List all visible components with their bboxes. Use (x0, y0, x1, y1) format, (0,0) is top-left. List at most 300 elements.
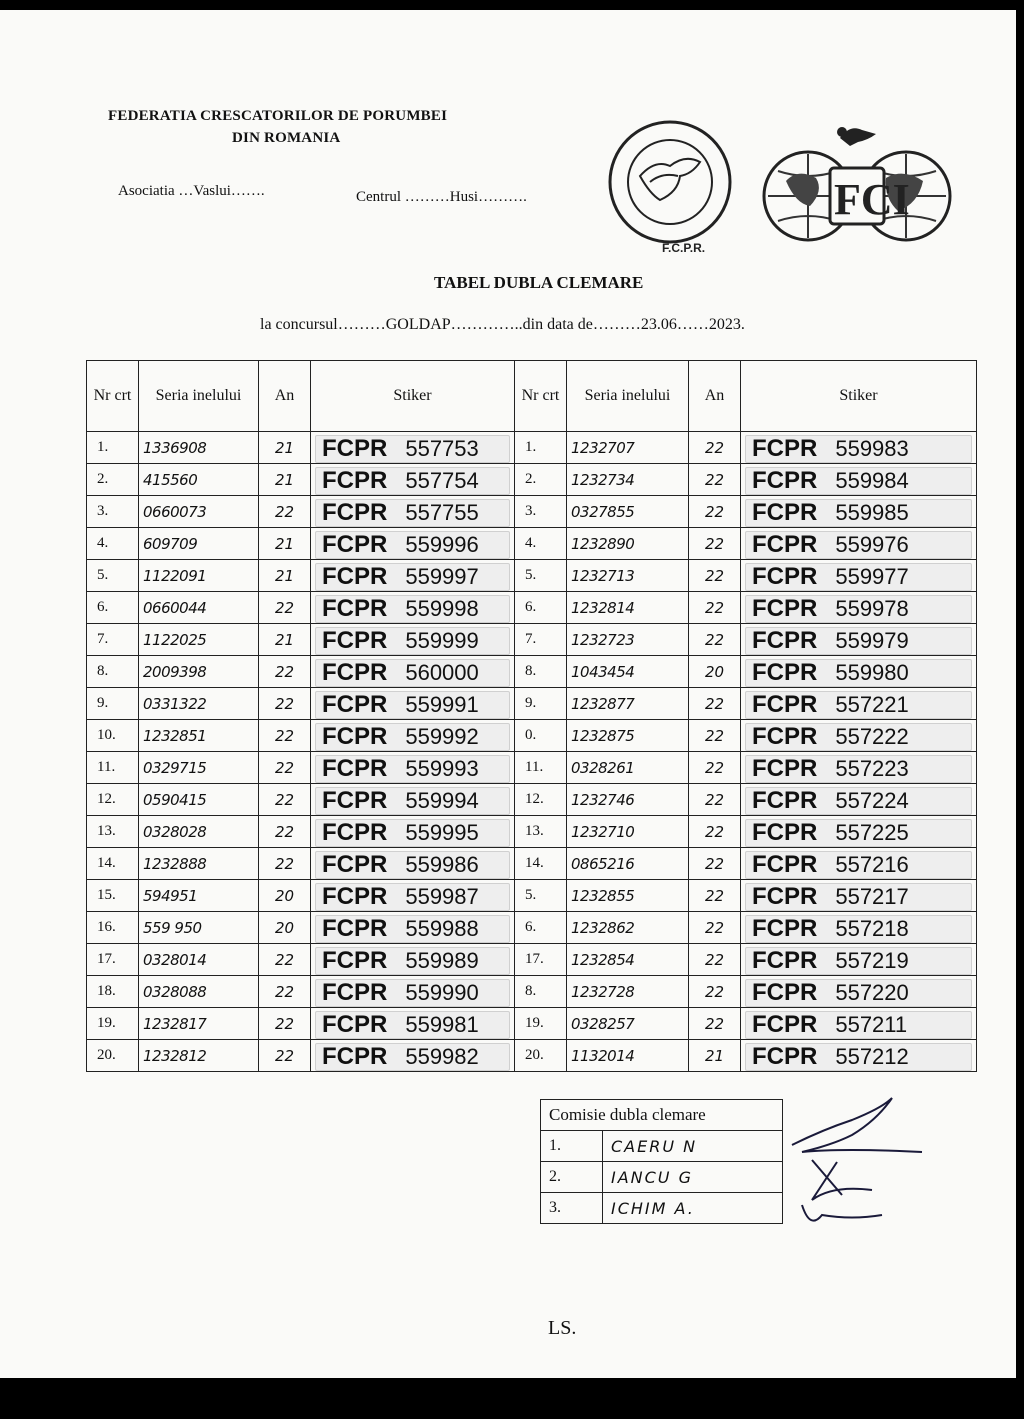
row-seria-left: 0590415 (139, 784, 259, 816)
table-row (87, 624, 977, 656)
table-row (87, 688, 977, 720)
row-an-left: 20 (259, 912, 311, 944)
row-nr-left: 7. (87, 624, 139, 656)
sticker-label (315, 819, 510, 847)
row-seria-right: 1232713 (567, 560, 689, 592)
row-sticker-cell-left (311, 560, 515, 592)
row-an-left: 22 (259, 976, 311, 1008)
header-an-right: An (689, 361, 741, 432)
asociatia-value: …Vaslui……. (178, 183, 265, 199)
sticker-label (745, 787, 972, 815)
sticker-prefix: FCPR (752, 1010, 818, 1038)
row-sticker-cell-left (311, 624, 515, 656)
row-nr-left: 19. (87, 1008, 139, 1040)
table-row (87, 880, 977, 912)
row-an-left: 22 (259, 848, 311, 880)
sticker-number: 557225 (835, 819, 909, 845)
sticker-prefix: FCPR (752, 946, 818, 974)
row-nr-left: 15. (87, 880, 139, 912)
sticker-label (315, 883, 510, 911)
sticker-label (315, 659, 510, 687)
row-an-right: 22 (689, 816, 741, 848)
table-row (87, 816, 977, 848)
row-sticker-cell-left (311, 976, 515, 1008)
commission-nr: 3. (541, 1193, 603, 1224)
commission-table (540, 1099, 783, 1224)
header-seria-left: Seria inelului (139, 361, 259, 432)
sticker-prefix: FCPR (752, 434, 818, 462)
row-sticker-cell-right (741, 624, 977, 656)
row-seria-right: 1232890 (567, 528, 689, 560)
commission-row (541, 1131, 783, 1162)
table-row (87, 1008, 977, 1040)
row-sticker-cell-right (741, 464, 977, 496)
header-nr-right: Nr crt (515, 361, 567, 432)
sticker-prefix: FCPR (752, 658, 818, 686)
sticker-label (315, 723, 510, 751)
sticker-prefix: FCPR (752, 530, 818, 558)
sticker-label (315, 787, 510, 815)
table-row (87, 944, 977, 976)
header-stiker-left: Stiker (311, 361, 515, 432)
row-nr-right: 8. (515, 976, 567, 1008)
row-seria-left: 1122091 (139, 560, 259, 592)
federation-name-line2: DIN ROMANIA (232, 130, 341, 146)
sticker-number: 559984 (835, 467, 909, 493)
sticker-prefix: FCPR (752, 914, 818, 942)
row-sticker-cell-right (741, 816, 977, 848)
row-an-left: 22 (259, 944, 311, 976)
row-an-left: 22 (259, 656, 311, 688)
sticker-label (315, 467, 510, 495)
row-sticker-cell-right (741, 752, 977, 784)
row-an-right: 22 (689, 432, 741, 464)
row-nr-right: 11. (515, 752, 567, 784)
sticker-label (315, 755, 510, 783)
row-sticker-cell-left (311, 784, 515, 816)
sticker-number: 559996 (405, 531, 479, 557)
sticker-label (745, 691, 972, 719)
row-seria-right: 0327855 (567, 496, 689, 528)
sticker-prefix: FCPR (322, 434, 388, 462)
row-nr-left: 3. (87, 496, 139, 528)
row-seria-right: 1232854 (567, 944, 689, 976)
sticker-prefix: FCPR (752, 850, 818, 878)
fcpr-stamp-icon (600, 114, 750, 259)
row-seria-left: 0329715 (139, 752, 259, 784)
row-sticker-cell-left (311, 1040, 515, 1072)
row-sticker-cell-left (311, 752, 515, 784)
row-nr-left: 12. (87, 784, 139, 816)
sticker-number: 559987 (405, 883, 479, 909)
row-nr-right: 3. (515, 496, 567, 528)
row-sticker-cell-left (311, 1008, 515, 1040)
sticker-label (745, 435, 972, 463)
sticker-number: 559999 (405, 627, 479, 653)
row-an-right: 22 (689, 976, 741, 1008)
row-nr-left: 10. (87, 720, 139, 752)
sticker-number: 557223 (835, 755, 909, 781)
row-nr-left: 17. (87, 944, 139, 976)
sticker-number: 557217 (835, 883, 909, 909)
sticker-label (315, 499, 510, 527)
row-seria-right: 1232814 (567, 592, 689, 624)
row-sticker-cell-right (741, 496, 977, 528)
row-seria-left: 559 950 (139, 912, 259, 944)
row-sticker-cell-left (311, 912, 515, 944)
sticker-label (315, 435, 510, 463)
sticker-prefix: FCPR (322, 722, 388, 750)
row-an-right: 22 (689, 1008, 741, 1040)
row-seria-right: 1232877 (567, 688, 689, 720)
sticker-prefix: FCPR (322, 1042, 388, 1070)
commission-title-row (541, 1100, 783, 1131)
row-seria-right: 0328261 (567, 752, 689, 784)
asociatia-field (118, 183, 265, 200)
contest-line: la concursul………GOLDAP…………..din data de………23.06……2023. (260, 316, 745, 333)
sticker-number: 559979 (835, 627, 909, 653)
sticker-label (745, 819, 972, 847)
sticker-label (315, 1011, 510, 1039)
row-nr-left: 20. (87, 1040, 139, 1072)
sticker-prefix: FCPR (752, 626, 818, 654)
sticker-number: 559983 (835, 435, 909, 461)
sticker-number: 559998 (405, 595, 479, 621)
row-seria-left: 0660044 (139, 592, 259, 624)
header-seria-right: Seria inelului (567, 361, 689, 432)
row-sticker-cell-left (311, 880, 515, 912)
stamp-abbrev: F.C.P.R. (662, 241, 706, 255)
sticker-prefix: FCPR (322, 690, 388, 718)
row-sticker-cell-left (311, 432, 515, 464)
ls-stamp-mark: LS. (548, 1317, 577, 1339)
sticker-number: 557219 (835, 947, 909, 973)
sticker-number: 557224 (835, 787, 909, 813)
table-row (87, 848, 977, 880)
sticker-prefix: FCPR (752, 754, 818, 782)
sticker-label (745, 1043, 972, 1071)
row-nr-right: 6. (515, 912, 567, 944)
sticker-label (745, 499, 972, 527)
row-an-right: 22 (689, 880, 741, 912)
sticker-number: 559976 (835, 531, 909, 557)
row-nr-left: 4. (87, 528, 139, 560)
row-sticker-cell-right (741, 432, 977, 464)
sticker-label (745, 1011, 972, 1039)
row-an-right: 22 (689, 784, 741, 816)
sticker-label (745, 947, 972, 975)
row-seria-left: 0660073 (139, 496, 259, 528)
row-sticker-cell-left (311, 592, 515, 624)
sticker-prefix: FCPR (322, 818, 388, 846)
centrul-value: ………Husi………. (404, 189, 527, 205)
row-seria-left: 415560 (139, 464, 259, 496)
row-an-right: 20 (689, 656, 741, 688)
row-nr-left: 11. (87, 752, 139, 784)
sticker-prefix: FCPR (752, 1042, 818, 1070)
fci-logo-text: FCI (834, 175, 910, 224)
sticker-prefix: FCPR (752, 786, 818, 814)
row-seria-left: 1232812 (139, 1040, 259, 1072)
commission-row (541, 1193, 783, 1224)
row-seria-left: 594951 (139, 880, 259, 912)
sticker-number: 560000 (405, 659, 479, 685)
row-an-left: 22 (259, 496, 311, 528)
row-seria-left: 1232817 (139, 1008, 259, 1040)
signatures-scribble-icon (782, 1090, 932, 1235)
row-seria-right: 1232875 (567, 720, 689, 752)
fci-logo-icon (758, 106, 958, 251)
row-an-right: 22 (689, 848, 741, 880)
row-nr-left: 18. (87, 976, 139, 1008)
sticker-label (745, 659, 972, 687)
sticker-number: 559977 (835, 563, 909, 589)
sticker-number: 559991 (405, 691, 479, 717)
sticker-prefix: FCPR (752, 722, 818, 750)
sticker-number: 559989 (405, 947, 479, 973)
commission-title: Comisie dubla clemare (541, 1100, 783, 1131)
row-an-left: 22 (259, 688, 311, 720)
sticker-label (315, 627, 510, 655)
sticker-prefix: FCPR (322, 594, 388, 622)
sticker-number: 559994 (405, 787, 479, 813)
commission-nr: 2. (541, 1162, 603, 1193)
row-nr-right: 12. (515, 784, 567, 816)
sticker-number: 559986 (405, 851, 479, 877)
sticker-prefix: FCPR (322, 850, 388, 878)
sticker-label (315, 595, 510, 623)
row-sticker-cell-right (741, 656, 977, 688)
table-row (87, 528, 977, 560)
sticker-label (315, 531, 510, 559)
sticker-number: 557221 (835, 691, 909, 717)
sticker-label (745, 755, 972, 783)
row-sticker-cell-right (741, 944, 977, 976)
row-an-right: 22 (689, 752, 741, 784)
row-seria-right: 1132014 (567, 1040, 689, 1072)
sticker-number: 559990 (405, 979, 479, 1005)
table-row (87, 752, 977, 784)
commission-member-name: ICHIM A. (603, 1193, 783, 1224)
row-an-right: 21 (689, 1040, 741, 1072)
sticker-label (745, 531, 972, 559)
row-sticker-cell-right (741, 688, 977, 720)
asociatia-label: Asociatia (118, 183, 175, 199)
row-seria-left: 0328088 (139, 976, 259, 1008)
row-sticker-cell-right (741, 1040, 977, 1072)
row-nr-left: 2. (87, 464, 139, 496)
table-row (87, 592, 977, 624)
row-nr-left: 9. (87, 688, 139, 720)
row-sticker-cell-right (741, 784, 977, 816)
sticker-number: 559993 (405, 755, 479, 781)
header-stiker-right: Stiker (741, 361, 977, 432)
row-seria-left: 1122025 (139, 624, 259, 656)
row-nr-right: 20. (515, 1040, 567, 1072)
row-seria-right: 1232746 (567, 784, 689, 816)
sticker-prefix: FCPR (322, 754, 388, 782)
commission-member-name: CAERU N (603, 1131, 783, 1162)
row-an-right: 22 (689, 560, 741, 592)
row-an-left: 21 (259, 560, 311, 592)
sticker-prefix: FCPR (322, 562, 388, 590)
sticker-number: 557753 (405, 435, 479, 461)
sticker-label (745, 915, 972, 943)
row-seria-left: 0328014 (139, 944, 259, 976)
row-sticker-cell-right (741, 880, 977, 912)
document-page (0, 10, 1016, 1378)
row-seria-right: 1232728 (567, 976, 689, 1008)
sticker-prefix: FCPR (752, 594, 818, 622)
row-seria-left: 1232888 (139, 848, 259, 880)
sticker-prefix: FCPR (752, 498, 818, 526)
row-nr-right: 6. (515, 592, 567, 624)
row-seria-right: 1232734 (567, 464, 689, 496)
row-seria-left: 0331322 (139, 688, 259, 720)
sticker-number: 557755 (405, 499, 479, 525)
sticker-prefix: FCPR (322, 786, 388, 814)
row-sticker-cell-left (311, 464, 515, 496)
sticker-prefix: FCPR (752, 466, 818, 494)
sticker-label (315, 1043, 510, 1071)
row-an-left: 22 (259, 1008, 311, 1040)
row-sticker-cell-left (311, 656, 515, 688)
sticker-label (745, 979, 972, 1007)
row-an-right: 22 (689, 464, 741, 496)
sticker-number: 559988 (405, 915, 479, 941)
table-row (87, 912, 977, 944)
sticker-prefix: FCPR (322, 658, 388, 686)
sticker-prefix: FCPR (752, 818, 818, 846)
table-row (87, 976, 977, 1008)
row-seria-left: 2009398 (139, 656, 259, 688)
sticker-number: 559980 (835, 659, 909, 685)
row-sticker-cell-right (741, 528, 977, 560)
double-clamp-table (86, 360, 977, 1072)
sticker-label (745, 595, 972, 623)
row-nr-right: 4. (515, 528, 567, 560)
row-nr-right: 9. (515, 688, 567, 720)
header-nr-left: Nr crt (87, 361, 139, 432)
sticker-label (745, 563, 972, 591)
table-row (87, 784, 977, 816)
row-an-right: 22 (689, 688, 741, 720)
row-nr-right: 14. (515, 848, 567, 880)
sticker-prefix: FCPR (752, 690, 818, 718)
row-nr-left: 1. (87, 432, 139, 464)
row-sticker-cell-left (311, 720, 515, 752)
row-seria-left: 609709 (139, 528, 259, 560)
sticker-prefix: FCPR (322, 978, 388, 1006)
row-sticker-cell-right (741, 560, 977, 592)
row-seria-right: 1232707 (567, 432, 689, 464)
table-header-row (87, 361, 977, 432)
row-seria-right: 1232723 (567, 624, 689, 656)
row-an-right: 22 (689, 912, 741, 944)
row-seria-right: 1043454 (567, 656, 689, 688)
sticker-label (315, 691, 510, 719)
row-nr-right: 1. (515, 432, 567, 464)
sticker-label (745, 627, 972, 655)
row-an-left: 22 (259, 1040, 311, 1072)
federation-name-line1: FEDERATIA CRESCATORILOR DE PORUMBEI (108, 108, 448, 124)
sticker-prefix: FCPR (752, 978, 818, 1006)
sticker-number: 557216 (835, 851, 909, 877)
table-row (87, 560, 977, 592)
commission-member-name: IANCU G (603, 1162, 783, 1193)
sticker-prefix: FCPR (322, 946, 388, 974)
row-nr-right: 5. (515, 880, 567, 912)
centrul-field (356, 189, 527, 206)
row-nr-left: 8. (87, 656, 139, 688)
row-an-right: 22 (689, 720, 741, 752)
row-sticker-cell-left (311, 528, 515, 560)
table-row (87, 656, 977, 688)
row-sticker-cell-right (741, 592, 977, 624)
sticker-number: 557754 (405, 467, 479, 493)
sticker-label (745, 883, 972, 911)
row-nr-right: 13. (515, 816, 567, 848)
row-nr-right: 0. (515, 720, 567, 752)
row-an-left: 22 (259, 816, 311, 848)
row-nr-right: 7. (515, 624, 567, 656)
sticker-number: 557211 (835, 1011, 908, 1037)
page-title: TABEL DUBLA CLEMARE (434, 273, 644, 292)
row-sticker-cell-left (311, 848, 515, 880)
row-seria-left: 0328028 (139, 816, 259, 848)
sticker-number: 559981 (405, 1011, 479, 1037)
sticker-label (315, 947, 510, 975)
row-nr-left: 16. (87, 912, 139, 944)
row-sticker-cell-right (741, 848, 977, 880)
sticker-label (315, 563, 510, 591)
row-seria-right: 1232710 (567, 816, 689, 848)
row-an-left: 21 (259, 528, 311, 560)
row-an-left: 21 (259, 624, 311, 656)
table-row (87, 432, 977, 464)
sticker-label (315, 851, 510, 879)
sticker-number: 557218 (835, 915, 909, 941)
table-row (87, 720, 977, 752)
row-sticker-cell-right (741, 720, 977, 752)
row-an-right: 22 (689, 528, 741, 560)
sticker-prefix: FCPR (322, 1010, 388, 1038)
centrul-label: Centrul (356, 189, 401, 205)
sticker-prefix: FCPR (322, 882, 388, 910)
sticker-label (745, 467, 972, 495)
row-an-left: 22 (259, 720, 311, 752)
sticker-number: 557212 (835, 1043, 909, 1069)
row-nr-right: 19. (515, 1008, 567, 1040)
row-an-right: 22 (689, 496, 741, 528)
header-an-left: An (259, 361, 311, 432)
row-an-left: 20 (259, 880, 311, 912)
sticker-number: 559982 (405, 1043, 479, 1069)
sticker-number: 559995 (405, 819, 479, 845)
row-seria-left: 1232851 (139, 720, 259, 752)
row-an-right: 22 (689, 624, 741, 656)
row-an-right: 22 (689, 592, 741, 624)
row-an-left: 22 (259, 784, 311, 816)
sticker-prefix: FCPR (322, 914, 388, 942)
sticker-label (315, 915, 510, 943)
sticker-prefix: FCPR (752, 562, 818, 590)
sticker-number: 559978 (835, 595, 909, 621)
commission-nr: 1. (541, 1131, 603, 1162)
row-nr-right: 5. (515, 560, 567, 592)
row-an-left: 22 (259, 752, 311, 784)
sticker-label (745, 851, 972, 879)
